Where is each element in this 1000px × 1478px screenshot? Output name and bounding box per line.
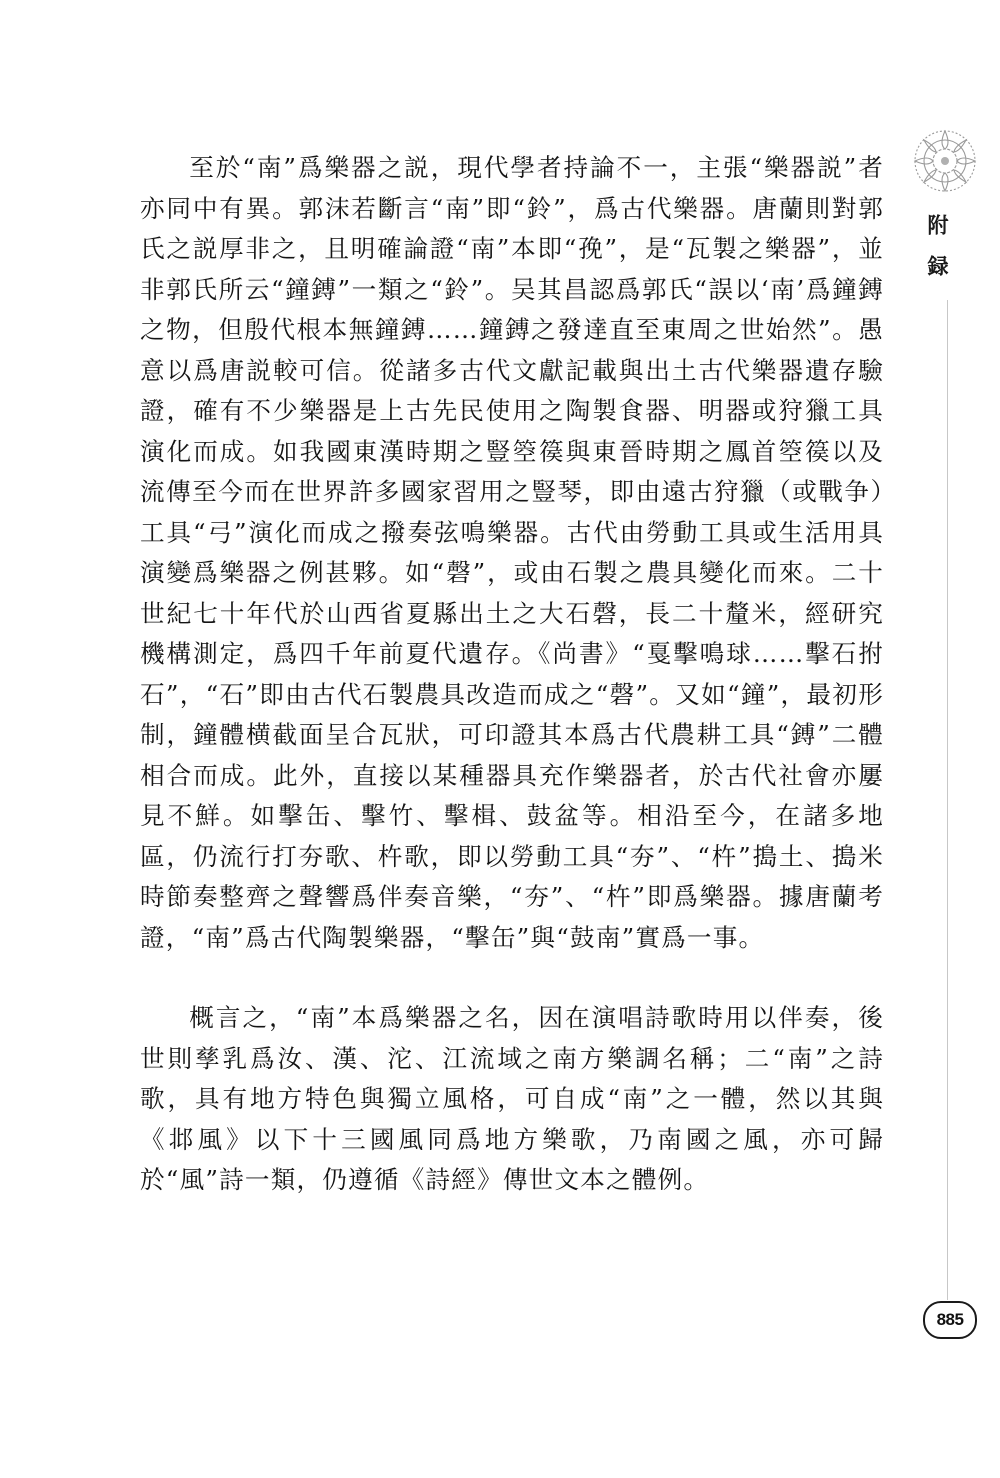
floral-medallion-icon — [905, 124, 985, 198]
paragraph-1: 至於“南”爲樂器之説，現代學者持論不一，主張“樂器説”者亦同中有異。郭沫若斷言“南”即“鈴”，爲古代樂器。唐蘭則對郭氏之説厚非之，且明確論證“南”本即“㝃”，是“瓦製之樂器”，並非郭氏所云“鐘鎛”一類之“鈴”。吴其昌認爲郭氏“誤以‘南’爲鐘鎛之物，但殷代根本無鐘鎛……鐘鎛之發達直至東周之世始然”。愚意以爲唐説較可信。從諸多古代文獻記載與出土古代樂器遺存驗證，確有不少樂器是上古先民使用之陶製食器、明器或狩獵工具演化而成。如我國東漢時期之豎箜篌與東晉時期之鳳首箜篌以及流傳至今而在世界許多國家習用之豎琴，即由遠古狩獵（或戰争）工具“弓”演化而成之撥奏弦鳴樂器。古代由勞動工具或生活用具演變爲樂器之例甚夥。如“磬”，或由石製之農具變化而來。二十世紀七十年代於山西省夏縣出土之大石磬，長二十釐米，經研究機構測定，爲四千年前夏代遺存。《尚書》“戛擊鳴球……擊石拊石”，“石”即由古代石製農具改造而成之“磬”。又如“鐘”，最初形制，鐘體横截面呈合瓦狀，可印證其本爲古代農耕工具“鎛”二體相合而成。此外，直接以某種器具充作樂器者，於古代社會亦屢見不鮮。如擊缶、擊竹、擊楫、鼓盆等。相沿至今，在諸多地區，仍流行打夯歌、杵歌，即以勞動工具“夯”、“杵”搗土、搗米時節奏整齊之聲響爲伴奏音樂，“夯”、“杵”即爲樂器。據唐蘭考證，“南”爲古代陶製樂器，“擊缶”與“鼓南”實爲一事。 — [140, 153, 884, 952]
paragraph-2: 概言之，“南”本爲樂器之名，因在演唱詩歌時用以伴奏，後世則孳乳爲汝、漢、沱、江流域之南方樂調名稱；二“南”之詩歌，具有地方特色與獨立風格，可自成“南”之一體，然以其與《邶風》以下十三國風同爲地方樂歌，乃南國之風，亦可歸於“風”詩一類，仍遵循《詩經》傳世文本之體例。 — [140, 1003, 884, 1194]
page-number: 885 — [923, 1301, 977, 1339]
section-label: 附録 — [925, 214, 950, 296]
body-text — [140, 148, 884, 1201]
margin-rule — [947, 300, 948, 1300]
